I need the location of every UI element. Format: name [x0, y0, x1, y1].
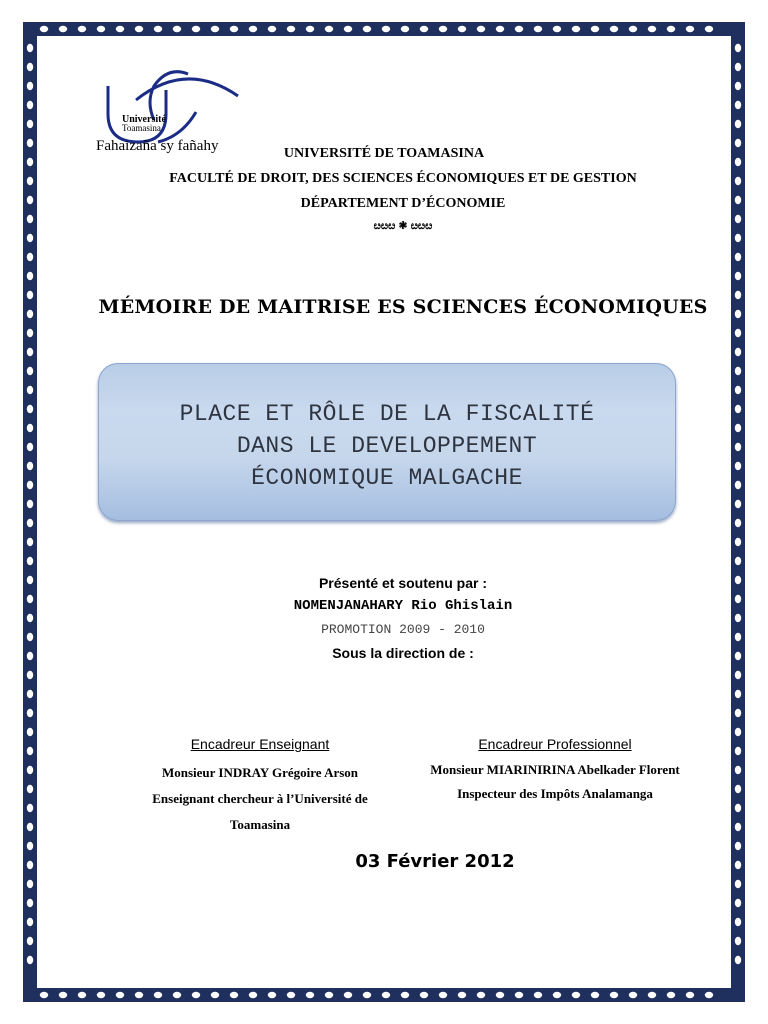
- border-dot: [27, 386, 33, 394]
- author-name: NOMENJANAHARY Rio Ghislain: [293, 598, 513, 614]
- border-dot: [306, 26, 314, 32]
- ornament: ೞೞೞ ❃ ೞೞೞ: [373, 219, 433, 232]
- border-dot: [735, 785, 741, 793]
- border-dot: [515, 992, 523, 998]
- border-dot: [629, 26, 637, 32]
- border-dot: [735, 842, 741, 850]
- border-dot: [116, 992, 124, 998]
- border-dot: [735, 63, 741, 71]
- border-dot: [629, 992, 637, 998]
- border-dot: [27, 120, 33, 128]
- border-dot: [735, 880, 741, 888]
- border-dot: [401, 992, 409, 998]
- border-dot: [27, 709, 33, 717]
- border-dot: [534, 992, 542, 998]
- border-dot: [27, 956, 33, 964]
- border-dot: [735, 329, 741, 337]
- border-dot: [27, 405, 33, 413]
- border-dot: [735, 671, 741, 679]
- border-dot: [27, 880, 33, 888]
- border-dot: [173, 992, 181, 998]
- border-dot: [735, 956, 741, 964]
- border-dot: [27, 481, 33, 489]
- border-dot: [192, 992, 200, 998]
- logo-text-1: Université: [122, 114, 166, 125]
- border-dot: [735, 500, 741, 508]
- title-line-2: DANS LE DEVELOPPEMENT: [236, 433, 538, 459]
- border-dot: [439, 26, 447, 32]
- border-dot: [496, 992, 504, 998]
- faculty-name: FACULTÉ DE DROIT, DES SCIENCES ÉCONOMIQUES ET DE GESTION: [169, 171, 637, 186]
- academic-supervisor: [110, 760, 410, 838]
- border-dot: [735, 481, 741, 489]
- border-dot: [306, 992, 314, 998]
- thesis-title: [98, 398, 676, 494]
- border-dot: [27, 44, 33, 52]
- border-dot: [686, 992, 694, 998]
- border-dot: [27, 937, 33, 945]
- professional-supervisor-role: Inspecteur des Impôts Analamanga: [457, 786, 653, 801]
- border-dot: [27, 671, 33, 679]
- border-dot: [458, 992, 466, 998]
- border-dot: [439, 992, 447, 998]
- border-dot: [27, 329, 33, 337]
- border-dot: [97, 992, 105, 998]
- border-dot: [735, 709, 741, 717]
- title-line-3: ÉCONOMIQUE MALGACHE: [251, 465, 523, 491]
- border-dot: [287, 992, 295, 998]
- border-dot: [325, 26, 333, 32]
- border-dot: [686, 26, 694, 32]
- border-dot: [735, 823, 741, 831]
- border-dot: [27, 272, 33, 280]
- border-dot: [553, 26, 561, 32]
- border-dot: [27, 462, 33, 470]
- border-dot: [249, 992, 257, 998]
- border-dot: [268, 992, 276, 998]
- border-dot: [735, 747, 741, 755]
- university-logo: [96, 56, 246, 160]
- border-dot: [401, 26, 409, 32]
- border-dot: [27, 614, 33, 622]
- border-dot: [27, 842, 33, 850]
- logo-text-2: Toamasina: [122, 123, 161, 133]
- border-dot: [496, 26, 504, 32]
- border-dot: [553, 992, 561, 998]
- border-dot: [135, 26, 143, 32]
- professional-supervisor-name: Monsieur MIARINIRINA Abelkader Florent: [430, 762, 680, 777]
- border-dot: [648, 26, 656, 32]
- border-dot: [420, 992, 428, 998]
- presented-by-label: Présenté et soutenu par :: [318, 575, 488, 591]
- university-name: UNIVERSITÉ DE TOAMASINA: [283, 146, 485, 161]
- academic-supervisor-heading: Encadreur Enseignant: [190, 736, 330, 752]
- border-dot: [382, 992, 390, 998]
- border-dot: [211, 26, 219, 32]
- border-dot: [735, 690, 741, 698]
- border-dot: [40, 992, 48, 998]
- border-dot: [59, 992, 67, 998]
- border-dot: [735, 234, 741, 242]
- border-dot: [572, 26, 580, 32]
- border-dot: [192, 26, 200, 32]
- border-dot: [735, 804, 741, 812]
- border-dot: [477, 992, 485, 998]
- logo-motto: Fahaizaña sy fañahy: [96, 138, 219, 154]
- professional-supervisor-heading: Encadreur Professionnel: [478, 736, 632, 752]
- border-dot: [27, 82, 33, 90]
- border-dot: [477, 26, 485, 32]
- border-dot: [591, 26, 599, 32]
- border-dot: [78, 26, 86, 32]
- border-dot: [735, 120, 741, 128]
- border-dot: [735, 899, 741, 907]
- border-dot: [27, 785, 33, 793]
- border-dot: [735, 462, 741, 470]
- border-dot: [27, 348, 33, 356]
- border-dot: [287, 26, 295, 32]
- title-line-1: PLACE ET RÔLE DE LA FISCALITÉ: [179, 401, 595, 427]
- border-dot: [735, 424, 741, 432]
- border-dot: [27, 899, 33, 907]
- border-dot: [363, 26, 371, 32]
- border-dot: [27, 766, 33, 774]
- border-dot: [363, 992, 371, 998]
- border-dot: [230, 992, 238, 998]
- academic-supervisor-role: Enseignant chercheur à l’Université de: [152, 791, 368, 806]
- border-dot: [27, 823, 33, 831]
- border-dot: [27, 918, 33, 926]
- border-dot: [97, 26, 105, 32]
- border-dot: [249, 26, 257, 32]
- border-dot: [27, 557, 33, 565]
- border-dot: [27, 519, 33, 527]
- border-dot: [735, 443, 741, 451]
- border-dot: [59, 26, 67, 32]
- border-dot: [78, 992, 86, 998]
- promotion: PROMOTION 2009 - 2010: [321, 622, 485, 637]
- border-dot: [735, 44, 741, 52]
- border-dot: [735, 538, 741, 546]
- border-dot: [735, 272, 741, 280]
- border-dot: [735, 614, 741, 622]
- direction-label: Sous la direction de :: [332, 645, 474, 661]
- border-dot: [610, 992, 618, 998]
- border-dot: [534, 26, 542, 32]
- border-dot: [27, 804, 33, 812]
- border-dot: [735, 82, 741, 90]
- border-dot: [382, 26, 390, 32]
- border-dot: [735, 405, 741, 413]
- border-dot: [344, 992, 352, 998]
- border-dot: [735, 728, 741, 736]
- border-dot: [27, 443, 33, 451]
- border-dot: [705, 992, 713, 998]
- border-dot: [344, 26, 352, 32]
- border-dot: [27, 500, 33, 508]
- border-dot: [458, 26, 466, 32]
- border-dot: [667, 26, 675, 32]
- border-dot: [735, 557, 741, 565]
- border-dot: [325, 992, 333, 998]
- border-dot: [27, 63, 33, 71]
- defense-date: 03 Février 2012: [355, 851, 515, 872]
- border-dot: [27, 367, 33, 375]
- border-dot: [27, 234, 33, 242]
- border-dot: [27, 728, 33, 736]
- border-dot: [230, 26, 238, 32]
- border-dot: [420, 26, 428, 32]
- professional-supervisor: [405, 758, 705, 806]
- border-dot: [211, 992, 219, 998]
- department-name: DÉPARTEMENT D’ÉCONOMIE: [300, 196, 506, 211]
- border-dot: [173, 26, 181, 32]
- border-dot: [735, 348, 741, 356]
- border-dot: [610, 26, 618, 32]
- border-dot: [27, 424, 33, 432]
- academic-supervisor-name: Monsieur INDRAY Grégoire Arson: [161, 765, 359, 780]
- border-dot: [735, 519, 741, 527]
- document-type: MÉMOIRE DE MAITRISE ES SCIENCES ÉCONOMIQUES: [98, 296, 708, 318]
- border-dot: [116, 26, 124, 32]
- border-dot: [735, 386, 741, 394]
- border-dot: [735, 367, 741, 375]
- border-dot: [154, 26, 162, 32]
- border-dot: [705, 26, 713, 32]
- border-dot: [735, 766, 741, 774]
- border-dot: [735, 918, 741, 926]
- border-dot: [268, 26, 276, 32]
- border-dot: [515, 26, 523, 32]
- border-dot: [735, 253, 741, 261]
- border-dot: [27, 690, 33, 698]
- border-dot: [667, 992, 675, 998]
- border-dot: [572, 992, 580, 998]
- border-dot: [154, 992, 162, 998]
- border-dot: [27, 101, 33, 109]
- border-dot: [27, 747, 33, 755]
- border-dot: [27, 253, 33, 261]
- border-dot: [40, 26, 48, 32]
- academic-supervisor-city: Toamasina: [229, 817, 291, 832]
- border-dot: [735, 937, 741, 945]
- border-dot: [591, 992, 599, 998]
- border-dot: [648, 992, 656, 998]
- border-dot: [135, 992, 143, 998]
- border-dot: [735, 101, 741, 109]
- border-dot: [27, 538, 33, 546]
